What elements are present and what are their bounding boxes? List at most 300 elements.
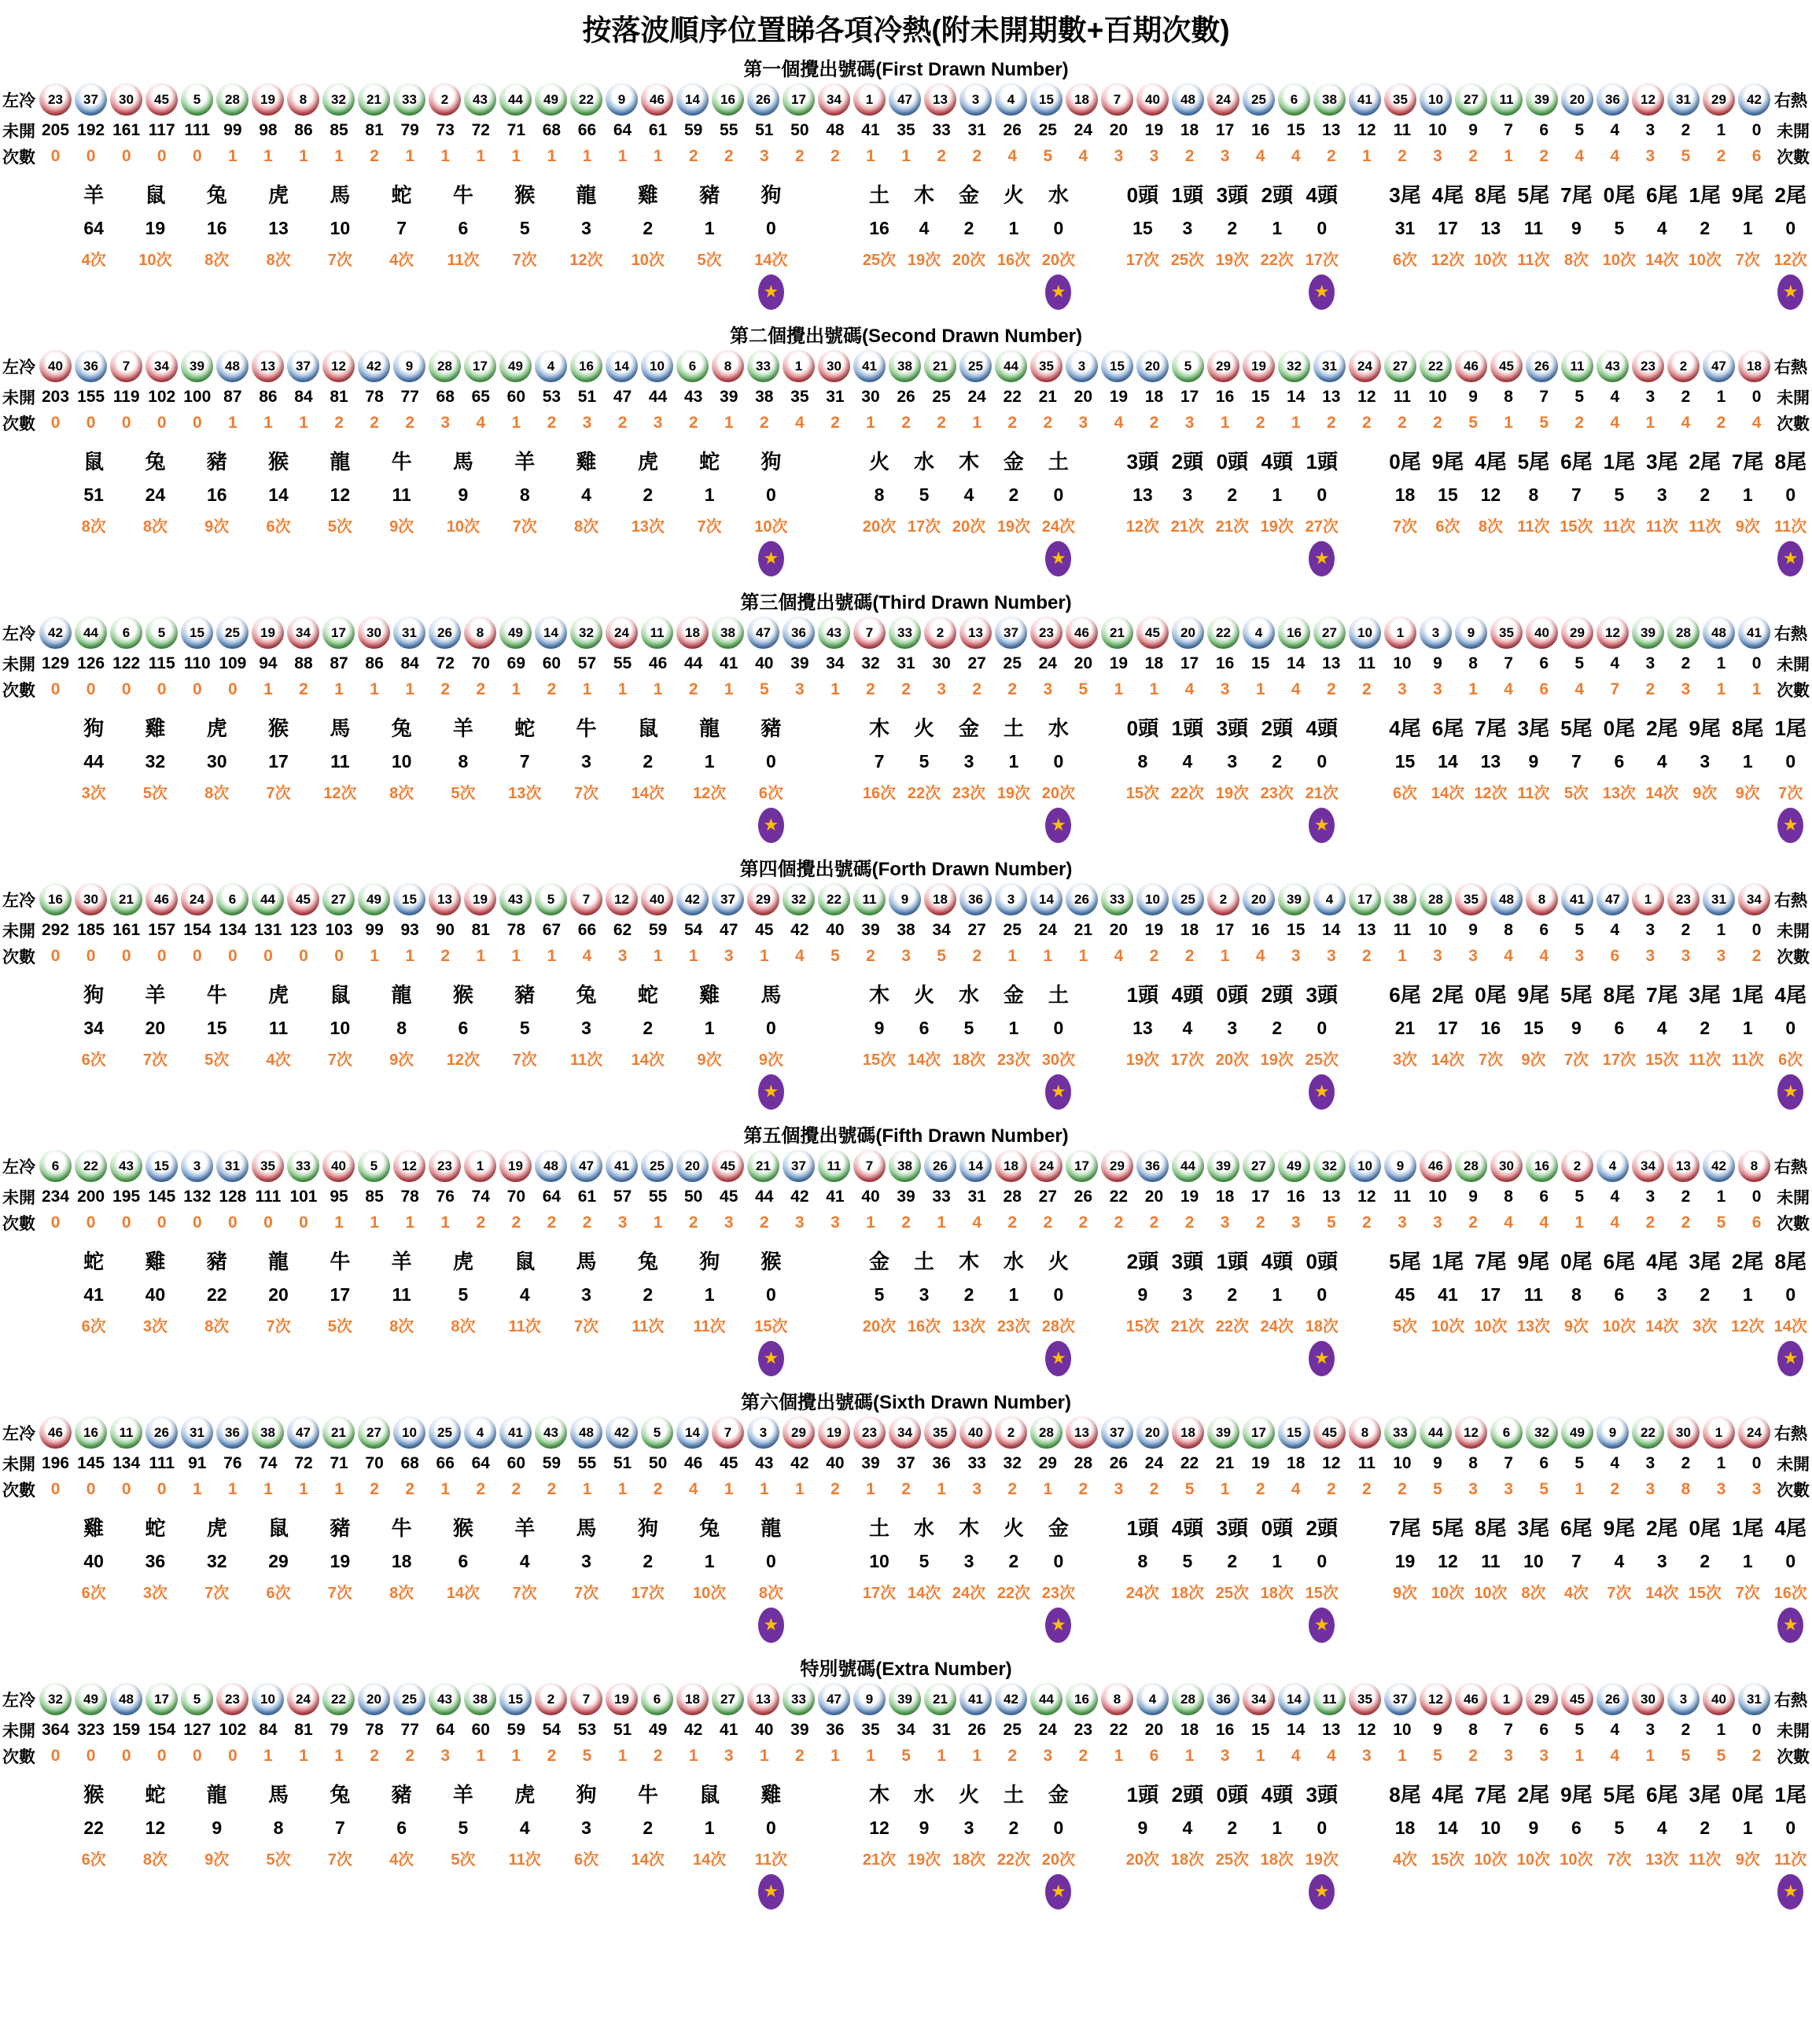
not-drawn-value: 128 bbox=[219, 1188, 247, 1206]
zodiac-times-value: 9次 bbox=[389, 518, 414, 536]
lottery-ball: 8 bbox=[1349, 1416, 1381, 1449]
zodiac-gap-value: 8 bbox=[458, 751, 469, 772]
star-slot bbox=[1641, 1871, 1683, 1912]
lottery-ball: 29 bbox=[747, 883, 779, 915]
left-cold-label: 左冷 bbox=[2, 1691, 35, 1710]
tails-gap-value: 31 bbox=[1394, 218, 1416, 238]
elements-label: 水 bbox=[1048, 716, 1069, 740]
lottery-ball: 38 bbox=[1313, 83, 1346, 116]
not-drawn-value: 19 bbox=[1250, 1454, 1270, 1472]
star-slot bbox=[1383, 1338, 1426, 1379]
tails-times-value: 10次 bbox=[1688, 252, 1722, 269]
star-slot bbox=[1769, 1871, 1811, 1912]
heads-column bbox=[1165, 971, 1210, 1112]
star-slot bbox=[124, 805, 186, 845]
draw-count-value: 2 bbox=[547, 680, 557, 698]
star-slot bbox=[309, 1071, 370, 1112]
zodiac-times-value: 8次 bbox=[389, 1318, 414, 1335]
star-slot bbox=[1210, 538, 1254, 579]
lottery-ball: 30 bbox=[818, 350, 850, 382]
elements-column bbox=[991, 971, 1036, 1112]
draw-count-label-left: 次數 bbox=[2, 1215, 35, 1233]
not-drawn-value: 79 bbox=[400, 121, 419, 139]
draw-count-value: 1 bbox=[1398, 1747, 1407, 1765]
lottery-ball: 32 bbox=[1313, 1150, 1346, 1182]
heads-gap-value: 3 bbox=[1182, 1284, 1193, 1305]
lottery-ball: 45 bbox=[1136, 617, 1169, 649]
draw-count-value: 2 bbox=[1078, 1214, 1088, 1232]
star-slot bbox=[1120, 1338, 1165, 1379]
draw-count-value: 1 bbox=[1574, 1480, 1585, 1498]
lottery-ball: 4 bbox=[1243, 617, 1275, 649]
zodiac-column bbox=[740, 1504, 801, 1645]
zodiac-label: 猴 bbox=[452, 1516, 473, 1540]
star-slot bbox=[370, 538, 432, 579]
lottery-ball: 46 bbox=[39, 1416, 72, 1449]
elements-label: 火 bbox=[1003, 183, 1024, 207]
tails-times-value: 10次 bbox=[1602, 1318, 1636, 1335]
star-slot bbox=[1299, 1604, 1344, 1645]
zodiac-label: 豬 bbox=[330, 1516, 351, 1540]
draw-count-value: 0 bbox=[334, 947, 344, 965]
lottery-ball: 1 bbox=[783, 350, 815, 382]
zodiac-gap-value: 2 bbox=[643, 1018, 654, 1038]
tails-label: 9尾 bbox=[1732, 183, 1764, 207]
draw-count-value: 2 bbox=[1751, 1747, 1762, 1765]
heads-gap-value: 8 bbox=[1137, 1551, 1148, 1571]
draw-count-value: 1 bbox=[1574, 1747, 1585, 1765]
elements-times-value: 22次 bbox=[996, 1851, 1031, 1869]
draw-count-value: 0 bbox=[86, 1747, 96, 1765]
zodiac-column bbox=[494, 1238, 555, 1379]
lottery-ball: 20 bbox=[1243, 883, 1275, 915]
draw-count-row bbox=[0, 945, 1812, 968]
zodiac-label: 鼠 bbox=[83, 450, 105, 473]
not-drawn-value: 11 bbox=[1357, 1454, 1376, 1472]
left-cold-label: 左冷 bbox=[2, 891, 35, 910]
elements-column bbox=[1036, 438, 1081, 579]
not-drawn-value: 21 bbox=[1215, 1454, 1235, 1472]
zodiac-label: 豬 bbox=[206, 1250, 227, 1273]
tails-gap-value: 4 bbox=[1656, 218, 1667, 238]
tails-gap-value: 0 bbox=[1785, 218, 1796, 238]
tails-column bbox=[1769, 1504, 1811, 1645]
elements-group bbox=[857, 438, 1081, 579]
draw-count-value: 4 bbox=[1539, 947, 1549, 965]
draw-count-value: 2 bbox=[1078, 1747, 1088, 1765]
lottery-ball: 43 bbox=[464, 83, 496, 116]
heads-column bbox=[1299, 1771, 1344, 1912]
not-drawn-value: 24 bbox=[1038, 1721, 1057, 1739]
tails-label: 1尾 bbox=[1732, 983, 1764, 1007]
draw-count-value: 1 bbox=[830, 680, 840, 698]
not-drawn-value: 45 bbox=[755, 921, 774, 939]
not-drawn-value: 24 bbox=[967, 388, 986, 406]
tails-label: 3尾 bbox=[1389, 183, 1421, 207]
lottery-ball: 21 bbox=[924, 1683, 956, 1715]
elements-gap-value: 2 bbox=[963, 218, 974, 238]
not-drawn-value: 44 bbox=[683, 654, 703, 672]
draw-count-value: 2 bbox=[901, 414, 911, 432]
lottery-ball: 6 bbox=[1278, 83, 1310, 116]
heads-times-value: 23次 bbox=[1260, 785, 1294, 802]
not-drawn-value: 38 bbox=[897, 921, 915, 939]
star-slot bbox=[857, 1338, 902, 1379]
heads-column bbox=[1254, 1504, 1299, 1645]
zodiac-times-value: 14次 bbox=[692, 1851, 727, 1869]
lottery-ball: 27 bbox=[1455, 83, 1487, 116]
tails-column bbox=[1598, 971, 1641, 1112]
lottery-ball: 26 bbox=[924, 1150, 956, 1182]
tails-times-value: 6次 bbox=[1435, 518, 1460, 536]
not-drawn-value: 12 bbox=[1357, 1188, 1376, 1206]
zodiac-times-value: 5次 bbox=[204, 1051, 230, 1069]
star-slot bbox=[63, 538, 124, 579]
star-slot bbox=[433, 1071, 494, 1112]
draw-count-value: 3 bbox=[1114, 147, 1124, 165]
tails-column bbox=[1512, 1238, 1555, 1379]
lottery-ball: 15 bbox=[145, 1150, 178, 1182]
elements-gap-value: 5 bbox=[919, 1551, 930, 1571]
zodiac-times-value: 15次 bbox=[754, 1318, 788, 1335]
not-drawn-value: 24 bbox=[1074, 121, 1093, 139]
lottery-ball: 37 bbox=[75, 83, 107, 116]
tails-column bbox=[1769, 1238, 1811, 1379]
lottery-ball: 26 bbox=[145, 1416, 178, 1449]
lottery-ball: 46 bbox=[1066, 617, 1098, 649]
not-drawn-value: 119 bbox=[112, 388, 140, 406]
star-slot bbox=[1210, 1071, 1254, 1112]
not-drawn-value: 31 bbox=[826, 388, 845, 406]
draw-count-value: 5 bbox=[830, 947, 840, 965]
lottery-ball: 6 bbox=[641, 1683, 673, 1715]
lottery-ball: 19 bbox=[252, 83, 284, 116]
tails-label: 3尾 bbox=[1689, 983, 1722, 1007]
elements-gap-value: 3 bbox=[919, 1284, 930, 1305]
lottery-ball: 8 bbox=[1101, 1683, 1133, 1715]
not-drawn-value: 154 bbox=[148, 1721, 176, 1739]
tails-gap-value: 21 bbox=[1394, 1018, 1416, 1038]
lottery-ball: 16 bbox=[570, 350, 602, 382]
not-drawn-value: 85 bbox=[330, 121, 348, 139]
section-title: 特別號碼(Extra Number) bbox=[800, 1659, 1012, 1680]
star-slot bbox=[902, 1071, 947, 1112]
lottery-ball: 23 bbox=[853, 1416, 886, 1449]
star-slot bbox=[991, 1071, 1036, 1112]
draw-count-value: 0 bbox=[50, 1747, 61, 1765]
zodiac-label: 虎 bbox=[206, 1516, 227, 1540]
elements-gap-value: 16 bbox=[869, 218, 889, 238]
draw-count-value: 1 bbox=[511, 947, 521, 965]
draw-count-value: 5 bbox=[1433, 1480, 1442, 1498]
draw-count-value: 2 bbox=[476, 1480, 486, 1498]
not-drawn-value: 68 bbox=[400, 1454, 419, 1472]
zodiac-column bbox=[679, 438, 740, 579]
draw-count-value: 2 bbox=[1326, 414, 1336, 432]
tails-gap-value: 11 bbox=[1523, 218, 1544, 238]
zodiac-times-value: 14次 bbox=[631, 1851, 665, 1869]
zodiac-times-value: 4次 bbox=[389, 252, 414, 269]
lottery-ball: 31 bbox=[1313, 350, 1346, 382]
not-drawn-value: 53 bbox=[577, 1721, 597, 1739]
draw-count-value: 1 bbox=[1645, 414, 1655, 432]
heads-gap-value: 0 bbox=[1317, 484, 1328, 505]
lottery-ball: 48 bbox=[1703, 617, 1735, 649]
zodiac-times-value: 13次 bbox=[508, 785, 542, 802]
zodiac-times-value: 7次 bbox=[573, 1318, 599, 1335]
star-slot bbox=[1598, 1338, 1641, 1379]
not-drawn-value: 161 bbox=[112, 121, 141, 139]
draw-count-value: 2 bbox=[582, 1214, 592, 1232]
star-slot bbox=[857, 1871, 902, 1912]
draw-count-value: 1 bbox=[511, 680, 521, 698]
star-slot bbox=[1036, 1604, 1081, 1645]
star-slot bbox=[1726, 1871, 1769, 1912]
lottery-ball: 20 bbox=[676, 1150, 709, 1182]
draw-count-value: 1 bbox=[1398, 947, 1407, 965]
not-drawn-value: 19 bbox=[1144, 921, 1164, 939]
lottery-ball: 28 bbox=[1030, 1416, 1063, 1449]
star-slot bbox=[309, 1338, 370, 1379]
draw-count-value: 1 bbox=[334, 147, 344, 165]
tails-gap-value: 15 bbox=[1394, 751, 1416, 772]
tails-times-value: 8次 bbox=[1478, 518, 1503, 536]
star-slot bbox=[248, 1604, 309, 1645]
lottery-ball: 20 bbox=[1172, 617, 1204, 649]
star-slot bbox=[494, 1338, 555, 1379]
tails-column bbox=[1641, 705, 1683, 845]
not-drawn-value: 20 bbox=[1109, 921, 1129, 939]
zodiac-gap-value: 3 bbox=[581, 1018, 591, 1038]
tails-gap-value: 0 bbox=[1785, 484, 1796, 505]
star-slot bbox=[124, 538, 186, 579]
lottery-ball: 39 bbox=[1207, 1416, 1239, 1449]
zodiac-column bbox=[740, 438, 801, 579]
zodiac-gap-value: 2 bbox=[643, 1818, 654, 1838]
lottery-ball: 1 bbox=[853, 83, 886, 116]
zodiac-times-value: 6次 bbox=[266, 1585, 291, 1602]
lottery-ball: 37 bbox=[1384, 1683, 1416, 1715]
star-slot bbox=[124, 1071, 186, 1112]
tails-column bbox=[1427, 1238, 1469, 1379]
not-drawn-value: 122 bbox=[112, 654, 141, 672]
draw-count-value: 5 bbox=[1468, 414, 1478, 432]
draw-count-value: 4 bbox=[1574, 147, 1585, 165]
draw-count-value: 1 bbox=[1716, 680, 1726, 698]
tails-column bbox=[1427, 1771, 1469, 1912]
not-drawn-value: 364 bbox=[42, 1721, 70, 1739]
star-slot bbox=[63, 1338, 124, 1379]
not-drawn-value: 72 bbox=[436, 654, 455, 672]
zodiac-times-value: 7次 bbox=[697, 518, 722, 536]
draw-count-value: 1 bbox=[228, 1480, 238, 1498]
right-hot-label: 右熱 bbox=[1774, 624, 1807, 643]
draw-count-value: 2 bbox=[299, 680, 308, 698]
tails-label: 4尾 bbox=[1431, 183, 1464, 207]
not-drawn-value: 64 bbox=[436, 1721, 455, 1739]
tails-gap-value: 15 bbox=[1438, 484, 1458, 505]
heads-column bbox=[1254, 438, 1299, 579]
draw-count-value: 4 bbox=[972, 1214, 982, 1232]
zodiac-gap-value: 11 bbox=[268, 1018, 289, 1038]
star-slot bbox=[946, 1604, 991, 1645]
star-slot bbox=[248, 271, 309, 312]
star-slot bbox=[1598, 805, 1641, 845]
star-slot bbox=[433, 1871, 494, 1912]
draw-count-row bbox=[0, 678, 1812, 702]
not-drawn-value: 39 bbox=[790, 654, 809, 672]
lottery-ball: 25 bbox=[1172, 883, 1204, 915]
zodiac-gap-value: 3 bbox=[581, 1818, 591, 1838]
not-drawn-value: 77 bbox=[400, 1721, 419, 1739]
lottery-ball: 37 bbox=[995, 617, 1027, 649]
zodiac-gap-value: 6 bbox=[458, 1551, 469, 1571]
elements-column bbox=[902, 971, 947, 1112]
sections-container bbox=[0, 53, 1812, 1912]
star-slot bbox=[1254, 805, 1299, 845]
lottery-ball: 9 bbox=[393, 350, 425, 382]
draw-count-value: 3 bbox=[1504, 1747, 1513, 1765]
zodiac-gap-value: 1 bbox=[704, 1018, 715, 1038]
heads-column bbox=[1165, 705, 1210, 845]
lottery-ball: 5 bbox=[535, 883, 567, 915]
zodiac-gap-value: 0 bbox=[766, 218, 776, 238]
draw-count-value: 1 bbox=[830, 1747, 840, 1765]
not-drawn-value: 7 bbox=[1504, 1721, 1513, 1739]
not-drawn-value: 54 bbox=[542, 1721, 562, 1739]
not-drawn-value: 39 bbox=[861, 921, 880, 939]
heads-gap-value: 1 bbox=[1272, 1551, 1283, 1571]
heads-times-value: 12次 bbox=[1125, 518, 1160, 536]
elements-gap-value: 6 bbox=[919, 1018, 930, 1038]
zodiac-column bbox=[124, 1771, 186, 1912]
lottery-ball: 34 bbox=[889, 1416, 921, 1449]
lottery-ball: 24 bbox=[1207, 83, 1239, 116]
tails-label: 1尾 bbox=[1689, 183, 1722, 207]
draw-count-value: 1 bbox=[511, 147, 521, 165]
heads-label: 3頭 bbox=[1306, 983, 1338, 1007]
not-drawn-value: 26 bbox=[1003, 121, 1022, 139]
draw-count-value: 1 bbox=[617, 147, 628, 165]
draw-count-value: 3 bbox=[937, 680, 946, 698]
star-slot bbox=[1469, 1071, 1512, 1112]
elements-gap-value: 4 bbox=[963, 484, 974, 505]
lottery-ball: 35 bbox=[252, 1150, 284, 1182]
tails-column bbox=[1469, 1771, 1512, 1912]
draw-count-value: 1 bbox=[653, 147, 663, 165]
lottery-ball: 4 bbox=[464, 1416, 496, 1449]
heads-times-value: 19次 bbox=[1260, 518, 1294, 536]
draw-count-value: 5 bbox=[1716, 1214, 1726, 1232]
tails-times-value: 11次 bbox=[1517, 252, 1550, 269]
lottery-ball: 22 bbox=[1207, 617, 1239, 649]
elements-column bbox=[991, 171, 1036, 312]
zodiac-label: 猴 bbox=[452, 983, 473, 1007]
not-drawn-value: 155 bbox=[77, 388, 105, 406]
draw-count-value: 1 bbox=[1043, 1480, 1053, 1498]
not-drawn-row bbox=[0, 1185, 1812, 1209]
not-drawn-value: 11 bbox=[1393, 388, 1411, 406]
tails-column bbox=[1684, 438, 1726, 579]
not-drawn-value: 18 bbox=[1287, 1454, 1306, 1472]
draw-count-value: 4 bbox=[476, 414, 486, 432]
draw-count-label-left: 次數 bbox=[2, 948, 35, 967]
tails-gap-value: 0 bbox=[1785, 1018, 1796, 1038]
lottery-ball: 33 bbox=[1384, 1416, 1416, 1449]
left-cold-label: 左冷 bbox=[2, 624, 35, 643]
not-drawn-row bbox=[0, 919, 1812, 942]
lottery-ball: 43 bbox=[1597, 350, 1629, 382]
lottery-ball: 20 bbox=[358, 1683, 390, 1715]
draw-count-value: 0 bbox=[192, 147, 202, 165]
heads-times-value: 25次 bbox=[1215, 1585, 1249, 1602]
tails-gap-value: 10 bbox=[1480, 1818, 1501, 1838]
zodiac-label: 馬 bbox=[576, 1250, 597, 1273]
tails-gap-value: 18 bbox=[1394, 1818, 1416, 1838]
tails-times-value: 7次 bbox=[1778, 785, 1803, 802]
not-drawn-value: 12 bbox=[1357, 1721, 1376, 1739]
tails-column bbox=[1512, 171, 1555, 312]
lottery-ball: 30 bbox=[1667, 1416, 1700, 1449]
lottery-ball: 16 bbox=[75, 1416, 107, 1449]
elements-column bbox=[857, 971, 902, 1112]
tails-gap-value: 11 bbox=[1523, 1284, 1544, 1305]
draw-count-value: 2 bbox=[1362, 947, 1372, 965]
not-drawn-value: 111 bbox=[184, 121, 211, 139]
star-slot bbox=[1165, 1604, 1210, 1645]
lottery-ball: 33 bbox=[1101, 883, 1133, 915]
draw-count-value: 3 bbox=[1184, 414, 1195, 432]
lottery-ball: 10 bbox=[393, 1416, 425, 1449]
draw-count-value: 1 bbox=[866, 1747, 875, 1765]
lottery-ball: 24 bbox=[287, 1683, 319, 1715]
tails-column bbox=[1684, 1771, 1726, 1912]
zodiac-times-value: 6次 bbox=[758, 785, 783, 802]
heads-gap-value: 13 bbox=[1132, 1018, 1153, 1038]
zodiac-times-value: 7次 bbox=[327, 1585, 352, 1602]
heads-times-value: 19次 bbox=[1260, 1051, 1294, 1069]
zodiac-label: 龍 bbox=[330, 450, 351, 473]
lottery-ball: 2 bbox=[429, 83, 461, 116]
zodiac-group bbox=[63, 171, 802, 312]
elements-label: 土 bbox=[869, 183, 890, 207]
draw-count-value: 1 bbox=[1468, 680, 1478, 698]
not-drawn-value: 48 bbox=[826, 121, 845, 139]
lottery-ball: 11 bbox=[1561, 350, 1593, 382]
lottery-ball: 24 bbox=[1738, 1416, 1770, 1449]
star-slot bbox=[946, 538, 991, 579]
zodiac-times-value: 8次 bbox=[389, 785, 414, 802]
heads-group bbox=[1120, 705, 1344, 845]
lottery-ball: 29 bbox=[1561, 617, 1593, 649]
tails-label: 7尾 bbox=[1475, 1250, 1507, 1273]
not-drawn-value: 102 bbox=[148, 388, 176, 406]
star-slot bbox=[186, 805, 248, 845]
tails-label: 2尾 bbox=[1689, 450, 1722, 473]
lottery-ball: 35 bbox=[1490, 617, 1523, 649]
draw-count-value: 4 bbox=[1504, 680, 1513, 698]
tails-times-value: 14次 bbox=[1773, 1318, 1807, 1335]
tails-column bbox=[1555, 1238, 1597, 1379]
heads-column bbox=[1299, 971, 1344, 1112]
zodiac-times-value: 6次 bbox=[266, 518, 291, 536]
not-drawn-label-right: 未開 bbox=[1777, 1456, 1810, 1474]
lottery-ball: 36 bbox=[1207, 1683, 1239, 1715]
not-drawn-value: 57 bbox=[577, 654, 597, 672]
lottery-ball: 44 bbox=[252, 883, 284, 915]
tails-column bbox=[1684, 1504, 1726, 1645]
star-slot bbox=[63, 271, 124, 312]
